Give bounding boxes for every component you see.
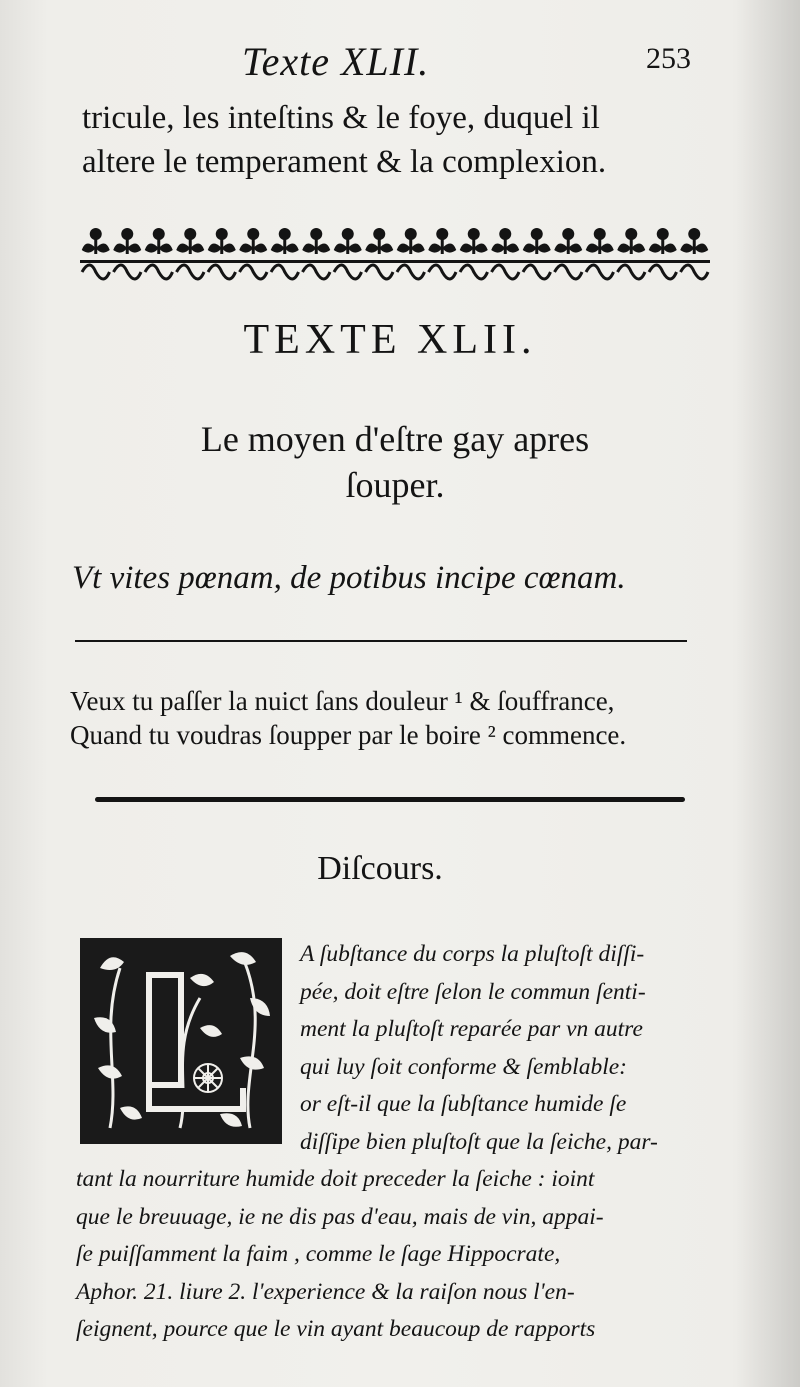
verse-line: Veux tu paſſer la nuict ſans douleur ¹ & ſouffrance, bbox=[70, 686, 615, 716]
text-line: Aphor. 21. liure 2. l'experience & la raiſon nous l'en- bbox=[76, 1278, 575, 1305]
previous-text-continuation bbox=[82, 96, 722, 184]
text-line: ment la pluſtoſt reparée par vn autre bbox=[300, 1016, 643, 1042]
divider-rule bbox=[75, 640, 687, 642]
ornament-flower bbox=[302, 228, 330, 279]
subtitle-line: Le moyen d'eſtre gay apres bbox=[200, 419, 590, 459]
verse-line: Quand tu voudras ſoupper par le boire ² commence. bbox=[70, 720, 627, 750]
ornament-flower bbox=[334, 228, 362, 279]
section-title: TEXTE XLII. bbox=[243, 317, 537, 363]
text-line: altere le temperament & la complexion. bbox=[82, 144, 607, 180]
text-line: diſſipe bien pluſtoſt que la ſeiche, par- bbox=[300, 1128, 658, 1155]
ornament-flower bbox=[145, 228, 173, 279]
ornament-flower bbox=[554, 228, 582, 279]
ornament-flower bbox=[365, 228, 393, 279]
page-edge-shadow bbox=[730, 0, 800, 1387]
text-line: ſeignent, pource que le vin ayant beaucoup de rapports bbox=[76, 1316, 596, 1342]
french-verse bbox=[70, 684, 730, 752]
ornament-flower bbox=[113, 228, 141, 279]
floral-ornament-band bbox=[80, 224, 710, 284]
ornament-flower bbox=[680, 228, 708, 279]
ornament-baseline bbox=[80, 260, 710, 263]
discourse-heading: Diſcours. bbox=[317, 850, 443, 887]
text-line: or eſt-il que la ſubſtance humide ſe bbox=[300, 1091, 627, 1117]
text-line: A ſubſtance du corps la pluſtoſt diſſi- bbox=[300, 941, 645, 967]
ornament-flower bbox=[491, 228, 519, 279]
text-line: ſe puiſſamment la faim , comme le ſage Hippocrate, bbox=[76, 1241, 561, 1267]
ornament-flower bbox=[428, 228, 456, 279]
text-line: qui luy ſoit conforme & ſemblable: bbox=[300, 1053, 627, 1080]
text-line: tant la nourriture humide doit preceder la ſeiche : ioint bbox=[76, 1166, 595, 1192]
subtitle-line: ſouper. bbox=[345, 465, 445, 505]
ornament-flower bbox=[649, 228, 677, 279]
ornament-flower bbox=[176, 228, 204, 279]
ornament-flower bbox=[586, 228, 614, 279]
divider-rule bbox=[95, 797, 685, 802]
text-line: pée, doit eſtre ſelon le commun ſenti- bbox=[300, 978, 646, 1005]
ornament-flower bbox=[82, 228, 110, 279]
ornament-flower bbox=[397, 228, 425, 279]
discourse-paragraph-full bbox=[76, 1161, 726, 1349]
ornament-flower bbox=[208, 228, 236, 279]
initial-letter: L bbox=[161, 1095, 169, 1109]
latin-motto: Vt vites pœnam, de potibus incipe cœnam. bbox=[72, 560, 626, 596]
text-line: tricule, les inteſtins & le foye, duquel il bbox=[82, 100, 600, 136]
discourse-paragraph-indented bbox=[300, 936, 720, 1161]
section-subtitle bbox=[60, 416, 730, 508]
ornament-flower bbox=[617, 228, 645, 279]
decorated-initial-l bbox=[80, 938, 282, 1144]
text-line: que le breuuage, ie ne dis pas d'eau, mais de vin, appai- bbox=[76, 1203, 604, 1230]
ornament-flower bbox=[523, 228, 551, 279]
running-head-title: Texte XLII. bbox=[242, 39, 430, 84]
ornament-flower bbox=[271, 228, 299, 279]
page-number: 253 bbox=[646, 42, 691, 75]
ornament-flower bbox=[460, 228, 488, 279]
running-head bbox=[0, 38, 800, 88]
ornament-flower bbox=[239, 228, 267, 279]
